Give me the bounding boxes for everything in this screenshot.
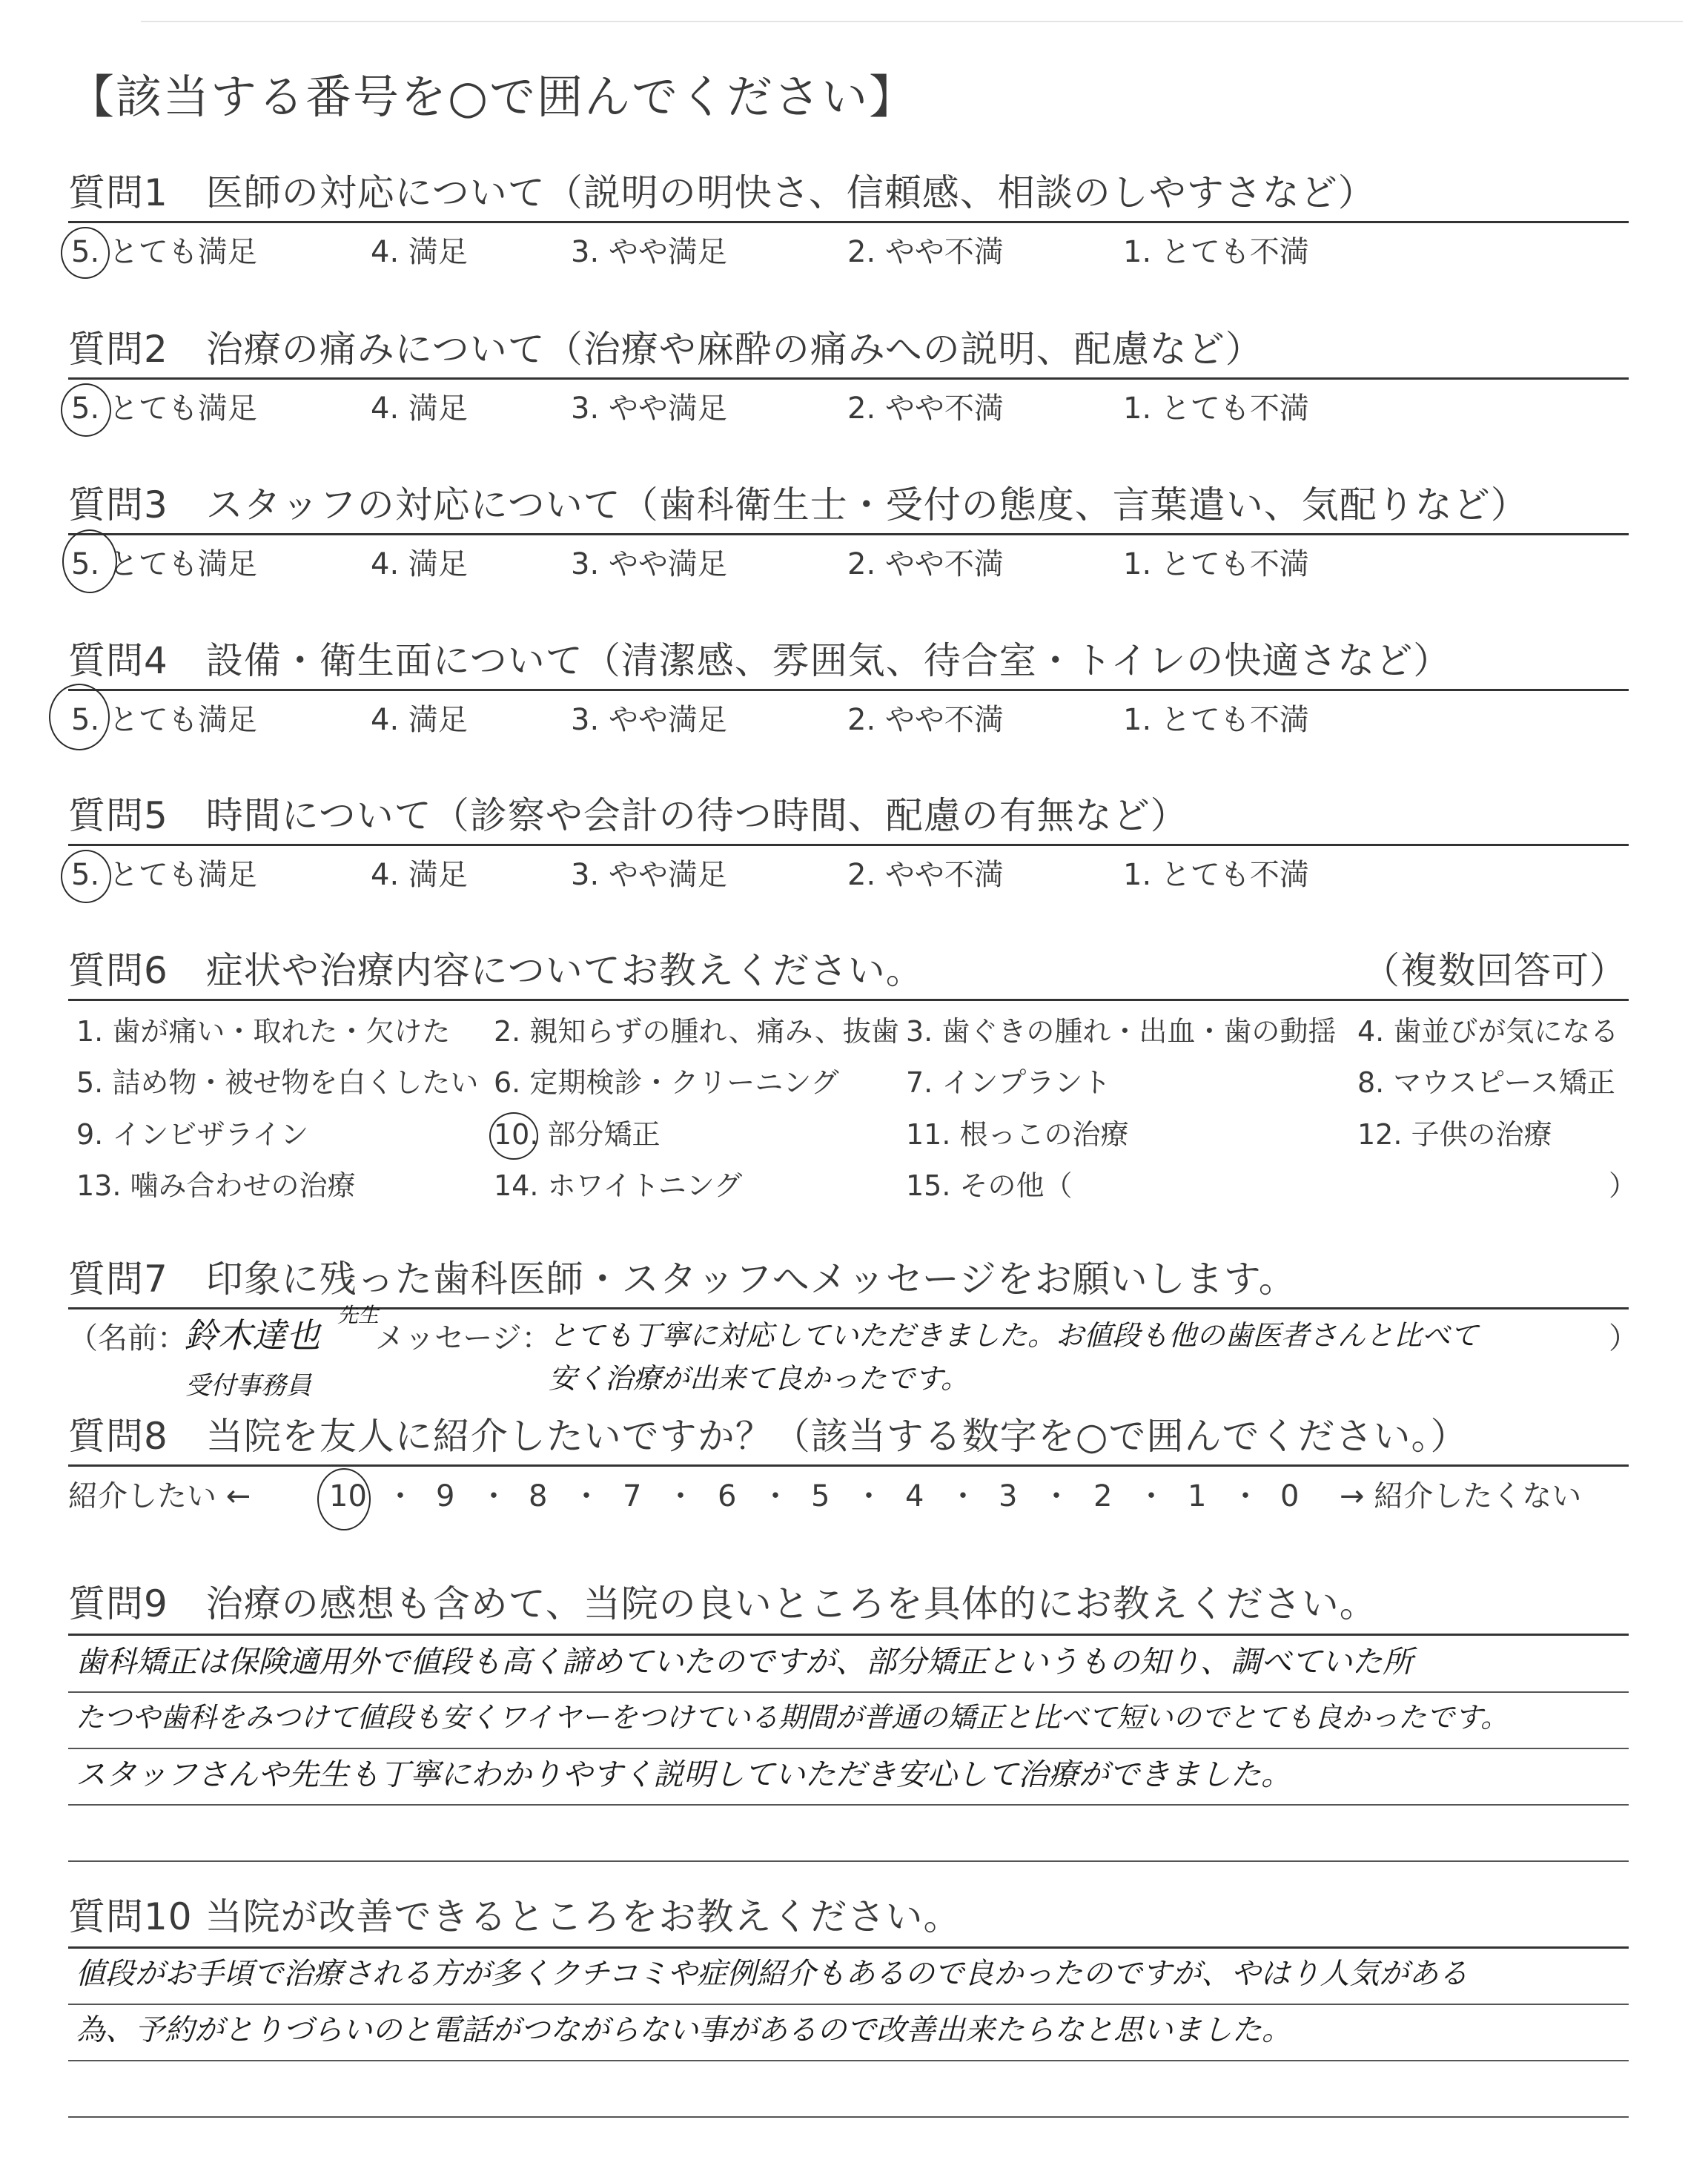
scan-edge-line [141, 21, 1683, 22]
q8-score-1[interactable]: 1 [1188, 1479, 1207, 1513]
question-4-rule [68, 689, 1629, 691]
q8-score-6[interactable]: 6 [718, 1479, 737, 1513]
q6-item-10[interactable]: 10. 部分矯正 [494, 1118, 661, 1151]
q8-sep: ・ [1042, 1479, 1071, 1513]
q1-option-3[interactable]: 3. やや満足 [571, 235, 727, 269]
question-3-title: 質問3 スタッフの対応について（歯科衛生士・受付の態度、言葉遣い、気配りなど） [68, 483, 1529, 526]
q2-selection-circle [61, 383, 111, 437]
q7-name-label: （名前： [68, 1321, 187, 1355]
q6-item-7[interactable]: 7. インプラント [906, 1066, 1111, 1099]
q9-line-3 [68, 1804, 1629, 1806]
question-6-rule [68, 999, 1629, 1001]
q4-option-5[interactable]: 5. とても満足 [71, 703, 257, 737]
q8-score-0[interactable]: 0 [1280, 1479, 1300, 1513]
q3-option-3[interactable]: 3. やや満足 [571, 547, 727, 581]
question-3-rule [68, 533, 1629, 535]
q8-sep: ・ [948, 1479, 978, 1513]
q9-answer-line-3[interactable]: スタッフさんや先生も丁寧にわかりやすく説明していただき安心して治療ができました。 [76, 1757, 1291, 1792]
question-7-title: 質問7 印象に残った歯科医師・スタッフへメッセージをお願いします。 [68, 1258, 1297, 1301]
q1-option-5[interactable]: 5. とても満足 [71, 235, 257, 269]
question-2-rule [68, 377, 1629, 380]
q3-option-4[interactable]: 4. 満足 [371, 547, 468, 581]
q8-score-10[interactable]: 10 [329, 1479, 367, 1513]
q6-selection-circle [489, 1112, 538, 1160]
q5-option-1[interactable]: 1. とても不満 [1123, 858, 1309, 892]
q8-sep: ・ [761, 1479, 790, 1513]
q1-option-4[interactable]: 4. 満足 [371, 235, 468, 269]
question-4-title: 質問4 設備・衛生面について（清潔感、雰囲気、待合室・トイレの快適さなど） [68, 639, 1452, 682]
q8-right-label: → 紹介したくない [1340, 1479, 1582, 1513]
q7-close-paren: ） [1609, 1321, 1638, 1355]
q8-score-5[interactable]: 5 [811, 1479, 830, 1513]
q9-line-4 [68, 1860, 1629, 1862]
q8-sep: ・ [572, 1479, 601, 1513]
q6-item-11[interactable]: 11. 根っこの治療 [906, 1118, 1129, 1151]
q8-sep: ・ [385, 1479, 415, 1513]
q7-name-sub: 受付事務員 [185, 1371, 311, 1401]
q3-option-2[interactable]: 2. やや不満 [847, 547, 1004, 581]
q10-answer-line-2[interactable]: 為、予約がとりづらいのと電話がつながらない事があるので改善出来たらなと思いました。 [76, 2013, 1291, 2047]
question-2-title: 質問2 治療の痛みについて（治療や麻酔の痛みへの説明、配慮など） [68, 328, 1263, 371]
q6-item-1[interactable]: 1. 歯が痛い・取れた・欠けた [76, 1015, 451, 1048]
q8-score-7[interactable]: 7 [623, 1479, 642, 1513]
page-title: 【該当する番号を○で囲んでください】 [68, 70, 917, 124]
q2-option-5[interactable]: 5. とても満足 [71, 392, 257, 426]
q4-option-3[interactable]: 3. やや満足 [571, 703, 727, 737]
q6-item-12[interactable]: 12. 子供の治療 [1357, 1118, 1552, 1151]
q8-score-2[interactable]: 2 [1093, 1479, 1113, 1513]
q8-sep: ・ [666, 1479, 695, 1513]
q6-item-9[interactable]: 9. インビザライン [76, 1118, 309, 1151]
q1-selection-circle [61, 227, 110, 279]
question-9-title: 質問9 治療の感想も含めて、当院の良いところを具体的にお教えください。 [68, 1582, 1377, 1625]
q7-name-note: 先生 [337, 1303, 380, 1327]
q6-item-2[interactable]: 2. 親知らずの腫れ、痛み、抜歯 [494, 1015, 899, 1048]
q8-sep: ・ [1136, 1479, 1166, 1513]
q8-selection-circle [317, 1468, 371, 1530]
q7-message-line-1[interactable]: とても丁寧に対応していただきました。お値段も他の歯医者さんと比べて [549, 1319, 1479, 1352]
question-5-title: 質問5 時間について（診察や会計の待つ時間、配慮の有無など） [68, 794, 1188, 837]
q9-line-2 [68, 1748, 1629, 1749]
q5-option-5[interactable]: 5. とても満足 [71, 858, 257, 892]
q10-line-2 [68, 2060, 1629, 2061]
q4-option-2[interactable]: 2. やや不満 [847, 703, 1004, 737]
q8-sep: ・ [479, 1479, 509, 1513]
question-6-title: 質問6 症状や治療内容についてお教えください。 [68, 949, 924, 992]
q7-message-line-2[interactable]: 安く治療が出来て良かったです。 [549, 1362, 969, 1395]
question-8-rule [68, 1464, 1629, 1467]
q6-item-8[interactable]: 8. マウスピース矯正 [1357, 1066, 1615, 1099]
q4-option-1[interactable]: 1. とても不満 [1123, 703, 1309, 737]
q2-option-1[interactable]: 1. とても不満 [1123, 392, 1309, 426]
q5-option-4[interactable]: 4. 満足 [371, 858, 468, 892]
question-8-title: 質問8 当院を友人に紹介したいですか？（該当する数字を○で囲んでください。） [68, 1415, 1469, 1458]
q10-answer-line-1[interactable]: 値段がお手頃で治療される方が多くクチコミや症例紹介もあるので良かったのですが、やはり人気がある [76, 1957, 1469, 1991]
q6-item-5[interactable]: 5. 詰め物・被せ物を白くしたい [76, 1066, 479, 1099]
q5-option-2[interactable]: 2. やや不満 [847, 858, 1004, 892]
q8-score-9[interactable]: 9 [436, 1479, 455, 1513]
question-9-rule [68, 1634, 1629, 1636]
q6-item-15[interactable]: 15. その他（ [906, 1169, 1073, 1202]
q8-score-3[interactable]: 3 [999, 1479, 1018, 1513]
question-1-title: 質問1 医師の対応について（説明の明快さ、信頼感、相談のしやすさなど） [68, 171, 1376, 214]
q5-option-3[interactable]: 3. やや満足 [571, 858, 727, 892]
q7-name-value[interactable]: 鈴木達也 [184, 1315, 320, 1355]
q7-message-label: メッセージ： [375, 1321, 552, 1355]
q3-option-1[interactable]: 1. とても不満 [1123, 547, 1309, 581]
q6-item-3[interactable]: 3. 歯ぐきの腫れ・出血・歯の動揺 [906, 1015, 1337, 1048]
q2-option-3[interactable]: 3. やや満足 [571, 392, 727, 426]
q9-line-1 [68, 1691, 1629, 1693]
q2-option-4[interactable]: 4. 満足 [371, 392, 468, 426]
q8-score-4[interactable]: 4 [905, 1479, 924, 1513]
q10-line-3 [68, 2116, 1629, 2118]
q3-selection-circle [62, 529, 117, 593]
question-1-rule [68, 221, 1629, 223]
q1-option-2[interactable]: 2. やや不満 [847, 235, 1004, 269]
q6-item-13[interactable]: 13. 噛み合わせの治療 [76, 1169, 356, 1202]
q8-sep: ・ [1231, 1479, 1260, 1513]
q8-sep: ・ [854, 1479, 884, 1513]
q8-left-label: 紹介したい ← [68, 1479, 251, 1513]
question-10-title: 質問10 当院が改善できるところをお教えください。 [68, 1895, 961, 1938]
q4-selection-circle [49, 684, 110, 750]
question-10-rule [68, 1946, 1629, 1949]
q4-option-4[interactable]: 4. 満足 [371, 703, 468, 737]
q6-item-6[interactable]: 6. 定期検診・クリーニング [494, 1066, 839, 1099]
question-6-note: （複数回答可） [1363, 949, 1627, 992]
q5-selection-circle [61, 850, 111, 903]
q9-answer-line-1[interactable]: 歯科矯正は保険適用外で値段も高く諦めていたのですが、部分矯正というもの知り、調べていた所 [76, 1644, 1413, 1680]
q10-line-1 [68, 2004, 1629, 2005]
q3-option-5[interactable]: 5. とても満足 [71, 547, 257, 581]
question-7-rule [68, 1307, 1629, 1309]
question-5-rule [68, 844, 1629, 846]
q2-option-2[interactable]: 2. やや不満 [847, 392, 1004, 426]
q6-item-15-close: ） [1609, 1169, 1638, 1202]
q8-score-8[interactable]: 8 [529, 1479, 548, 1513]
q6-item-14[interactable]: 14. ホワイトニング [494, 1169, 743, 1202]
q9-answer-line-2[interactable]: たつや歯科をみつけて値段も安くワイヤーをつけている期間が普通の矯正と比べて短いのでとても良かったです。 [76, 1701, 1509, 1734]
q6-item-4[interactable]: 4. 歯並びが気になる [1357, 1015, 1619, 1048]
q1-option-1[interactable]: 1. とても不満 [1123, 235, 1309, 269]
